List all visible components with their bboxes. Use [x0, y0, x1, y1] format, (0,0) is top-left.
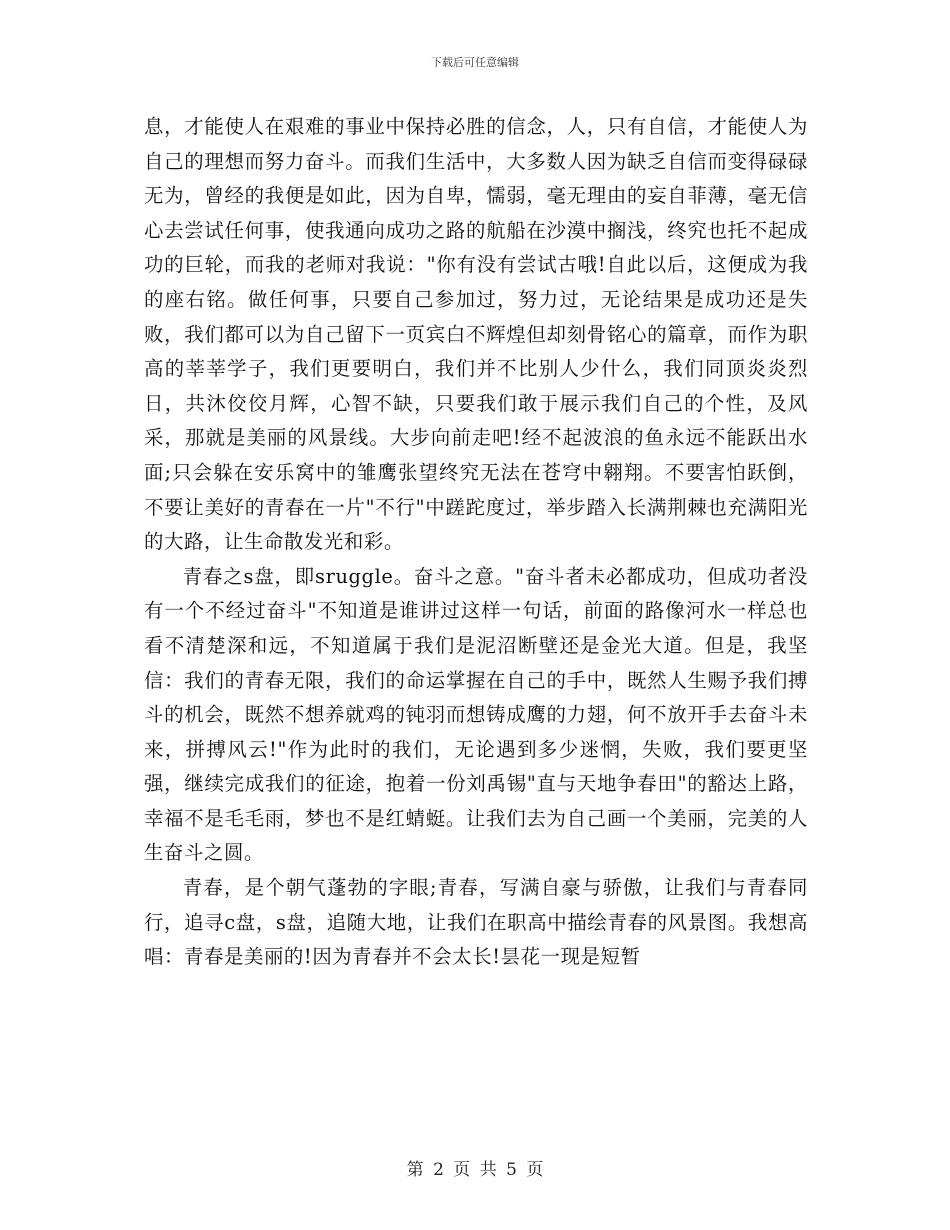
paragraph-youth: 青春，是个朝气蓬勃的字眼;青春，写满自豪与骄傲，让我们与青春同行，追寻c盘，s盘，追随大地，让我们在职高中描绘青春的风景图。我想高唱：青春是美丽的!因为青春并不会太长!昙花一现是短暂	[144, 876, 808, 969]
page-footer	[0, 1155, 950, 1180]
page-number: 第 2 页 共 5 页	[406, 1160, 544, 1180]
paragraph-struggle: 青春之s盘，即sruggle。奋斗之意。"奋斗者未必都成功，但成功者没有一个不经过奋斗"不知道是谁讲过这样一句话，前面的路像河水一样总也看不清楚深和远，不知道属于我们是泥沼断壁还是金光大道。但是，我坚信：我们的青春无限，我们的命运掌握在自己的手中，既然人生赐予我们搏斗的机会，既然不想养就鸡的钝羽而想铸成鹰的力翅，何不放开手去奋斗未来，拼搏风云!"作为此时的我们，无论遇到多少迷惘，失败，我们要更坚强，继续完成我们的征途，抱着一份刘禹锡"直与天地争春田"的豁达上路，幸福不是毛毛雨，梦也不是红蜻蜓。让我们去为自己画一个美丽，完美的人生奋斗之圆。	[144, 564, 808, 865]
paragraph-continuation: 息，才能使人在艰难的事业中保持必胜的信念，人，只有自信，才能使人为自己的理想而努力奋斗。而我们生活中，大多数人因为缺乏自信而变得碌碌无为，曾经的我便是如此，因为自卑，懦弱，毫无理由的妄自菲薄，毫无信心去尝试任何事，使我通向成功之路的航船在沙漠中搁浅，终究也托不起成功的巨轮，而我的老师对我说："你有没有尝试古哦!自此以后，这便成为我的座右铭。做任何事，只要自己参加过，努力过，无论结果是成功还是失败，我们都可以为自己留下一页宾白不辉煌但却刻骨铭心的篇章，而作为职高的莘莘学子，我们更要明白，我们并不比别人少什么，我们同顶炎炎烈日，共沐佼佼月辉，心智不缺，只要我们敢于展示我们自己的个性，及风采，那就是美丽的风景线。大步向前走吧!经不起波浪的鱼永远不能跃出水面;只会躲在安乐窝中的雏鹰张望终究无法在苍穹中翱翔。不要害怕跃倒，不要让美好的青春在一片"不行"中蹉跎度过，举步踏入长满荆棘也充满阳光的大路，让生命散发光和彩。	[144, 115, 808, 554]
page-header	[0, 54, 950, 70]
document-body	[144, 110, 808, 975]
header-text: 下载后可任意编辑	[431, 56, 519, 69]
